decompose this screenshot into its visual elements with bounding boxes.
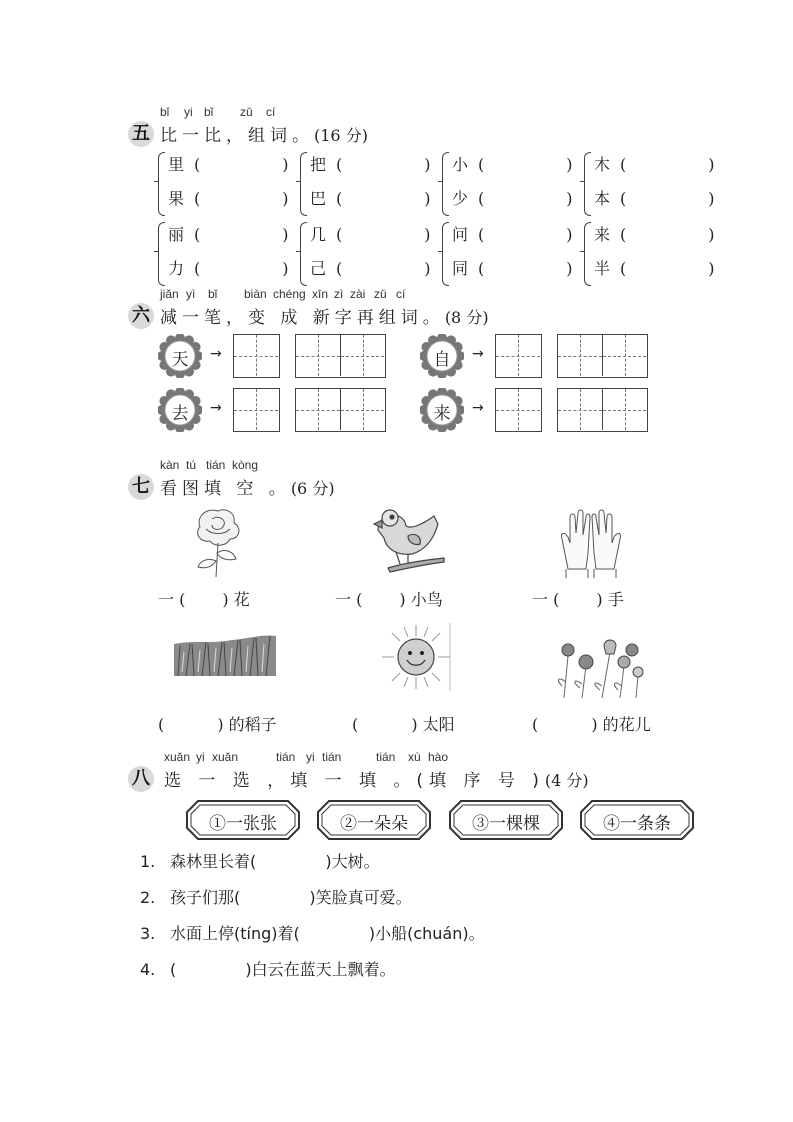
char-pair [584, 218, 715, 288]
arrow-icon: → [210, 400, 222, 416]
question-text[interactable]: 森林里长着( )大树。 [170, 852, 380, 871]
question-number: 4. [140, 960, 156, 979]
pair-char: 丽 [168, 225, 185, 244]
char-pair [158, 218, 289, 288]
arrow-icon: → [472, 400, 484, 416]
close-paren: ) [708, 189, 715, 208]
brace-icon [442, 222, 449, 286]
score: (8 分) [444, 308, 489, 327]
pinyin: yì [186, 287, 196, 301]
given-char: 来 [433, 404, 451, 424]
open-paren: ( [194, 155, 201, 174]
section-title: 看图填 空 。(6 分) [160, 479, 335, 499]
pinyin: hào [428, 750, 449, 764]
brace-icon [300, 222, 307, 286]
hands-picture [556, 503, 626, 579]
pinyin: yi [184, 105, 193, 119]
pinyin: biàn [244, 287, 267, 301]
open-paren: ( [336, 155, 343, 174]
pair-char: 把 [310, 155, 327, 174]
picture-caption-rice[interactable]: ( ) 的稻子 [158, 715, 277, 734]
writing-grid-single[interactable] [233, 334, 280, 378]
picture-caption-rose[interactable]: 一 ( ) 花 [158, 590, 250, 609]
char-pair [300, 218, 431, 288]
picture-caption-sun[interactable]: ( ) 太阳 [352, 715, 455, 734]
pair-char: 小 [452, 155, 469, 174]
open-paren: ( [478, 189, 485, 208]
flower-badge [420, 334, 464, 378]
close-paren: ) [566, 225, 573, 244]
option-label: ③一棵棵 [472, 814, 540, 834]
open-paren: ( [336, 189, 343, 208]
pinyin: cí [266, 105, 276, 119]
writing-grid-double[interactable] [295, 388, 386, 432]
writing-grid-single[interactable] [495, 334, 542, 378]
char-pair [300, 148, 431, 218]
char-pair [442, 148, 573, 218]
pinyin: tú [186, 458, 197, 472]
pair-char: 问 [452, 225, 469, 244]
option-card [186, 800, 300, 840]
pair-char: 少 [452, 189, 469, 208]
question-item [140, 885, 412, 908]
arrow-icon: → [210, 346, 222, 362]
picture-caption-hands[interactable]: 一 ( ) 手 [532, 590, 624, 609]
close-paren: ) [566, 189, 573, 208]
pair-line [452, 186, 573, 209]
given-char: 去 [171, 404, 189, 424]
question-text[interactable]: 水面上停(tíng)着( )小船(chuán)。 [170, 924, 485, 943]
pinyin: xīn [312, 287, 329, 301]
open-paren: ( [194, 259, 201, 278]
close-paren: ) [566, 155, 573, 174]
pair-char: 巴 [310, 189, 327, 208]
bird-picture [368, 502, 448, 578]
pair-char: 果 [168, 189, 185, 208]
open-paren: ( [194, 189, 201, 208]
option-card [580, 800, 694, 840]
writing-grid-double[interactable] [295, 334, 386, 378]
pinyin: bǐ [204, 105, 214, 119]
pinyin: yi [196, 750, 205, 764]
close-paren: ) [708, 259, 715, 278]
brace-icon [442, 152, 449, 216]
pinyin: cí [396, 287, 406, 301]
pair-char: 力 [168, 259, 185, 278]
pinyin: chéng [273, 287, 306, 301]
brace-icon [584, 222, 591, 286]
pair-char: 半 [594, 259, 611, 278]
pair-char: 来 [594, 225, 611, 244]
pair-line [594, 186, 715, 209]
pair-char: 几 [310, 225, 327, 244]
pair-line [168, 256, 289, 279]
close-paren: ) [282, 259, 289, 278]
char-pair [584, 148, 715, 218]
pair-char: 里 [168, 155, 185, 174]
pinyin: tián [322, 750, 342, 764]
pinyin: xuǎn [212, 750, 239, 764]
pair-line [452, 152, 573, 175]
pinyin: jiǎn [160, 287, 179, 301]
writing-grid-double[interactable] [557, 334, 648, 378]
question-number: 1. [140, 852, 156, 871]
option-label: ①一张张 [209, 814, 277, 834]
pair-line [168, 222, 289, 245]
pinyin: xuǎn [164, 750, 191, 764]
given-char: 天 [171, 350, 189, 370]
pinyin: kàn [160, 458, 180, 472]
pinyin: bǐ [208, 287, 218, 301]
char-pair [442, 218, 573, 288]
pair-line [168, 152, 289, 175]
open-paren: ( [478, 155, 485, 174]
option-label: ④一条条 [603, 814, 671, 834]
rose-picture [188, 503, 248, 578]
pair-line [594, 222, 715, 245]
picture-caption-flowers[interactable]: ( ) 的花儿 [532, 715, 651, 734]
open-paren: ( [478, 225, 485, 244]
section-title: 选 一 选 ，填 一 填 。(填 序 号 )(4 分) [164, 771, 589, 791]
pinyin: tián [276, 750, 296, 764]
option-card [317, 800, 431, 840]
flower-badge [420, 388, 464, 432]
flower-badge [158, 334, 202, 378]
pinyin: tián [376, 750, 396, 764]
pair-line [594, 152, 715, 175]
option-label: ②一朵朵 [340, 814, 408, 834]
char-pair [158, 148, 289, 218]
writing-grid-double[interactable] [557, 388, 648, 432]
open-paren: ( [620, 189, 627, 208]
open-paren: ( [336, 225, 343, 244]
pair-char: 同 [452, 259, 469, 278]
brace-icon [300, 152, 307, 216]
pinyin: zài [350, 287, 366, 301]
section-number: 七 [128, 474, 154, 500]
pair-char: 己 [310, 259, 327, 278]
close-paren: ) [708, 155, 715, 174]
pair-line [310, 186, 431, 209]
pair-line [310, 256, 431, 279]
close-paren: ) [424, 259, 431, 278]
question-item [140, 849, 380, 872]
pinyin: yi [306, 750, 315, 764]
flowers-picture [552, 636, 648, 702]
pair-line [452, 222, 573, 245]
score: (6 分) [290, 479, 335, 498]
brace-icon [584, 152, 591, 216]
pinyin: zì [334, 287, 344, 301]
pair-char: 木 [594, 155, 611, 174]
writing-grid-single[interactable] [233, 388, 280, 432]
question-text[interactable]: 孩子们那( )笑脸真可爱。 [170, 888, 412, 907]
pair-line [594, 256, 715, 279]
question-text[interactable]: ( )白云在蓝天上飘着。 [170, 960, 396, 979]
close-paren: ) [708, 225, 715, 244]
pair-line [310, 222, 431, 245]
given-char: 自 [433, 350, 451, 370]
picture-caption-bird[interactable]: 一 ( ) 小鸟 [335, 590, 443, 609]
close-paren: ) [566, 259, 573, 278]
pinyin: tián [206, 458, 226, 472]
brace-icon [158, 222, 165, 286]
writing-grid-single[interactable] [495, 388, 542, 432]
section-title: 减一笔，变 成 新字再组词。(8 分) [160, 308, 489, 328]
rice-picture [172, 632, 278, 678]
pinyin: kòng [232, 458, 259, 472]
question-number: 2. [140, 888, 156, 907]
close-paren: ) [424, 155, 431, 174]
arrow-icon: → [472, 346, 484, 362]
section-title: 比一比，组词。(16 分) [160, 126, 368, 146]
score: (16 分) [314, 126, 368, 145]
section-number: 五 [128, 121, 154, 147]
close-paren: ) [424, 225, 431, 244]
open-paren: ( [620, 225, 627, 244]
close-paren: ) [282, 225, 289, 244]
close-paren: ) [282, 189, 289, 208]
pair-char: 本 [594, 189, 611, 208]
open-paren: ( [336, 259, 343, 278]
pair-line [310, 152, 431, 175]
option-card [449, 800, 563, 840]
pinyin: xù [408, 750, 421, 764]
brace-icon [158, 152, 165, 216]
open-paren: ( [620, 259, 627, 278]
question-item [140, 921, 485, 944]
pinyin: zǔ [374, 287, 387, 301]
pinyin: zǔ [240, 105, 253, 119]
open-paren: ( [194, 225, 201, 244]
open-paren: ( [478, 259, 485, 278]
pair-line [452, 256, 573, 279]
question-item [140, 957, 396, 980]
flower-badge [158, 388, 202, 432]
open-paren: ( [620, 155, 627, 174]
section-number: 八 [128, 766, 154, 792]
section-number: 六 [128, 303, 154, 329]
question-number: 3. [140, 924, 156, 943]
pinyin: bǐ [160, 105, 170, 119]
sun-picture [380, 623, 452, 691]
score: (4 分) [544, 771, 589, 790]
close-paren: ) [424, 189, 431, 208]
close-paren: ) [282, 155, 289, 174]
pair-line [168, 186, 289, 209]
